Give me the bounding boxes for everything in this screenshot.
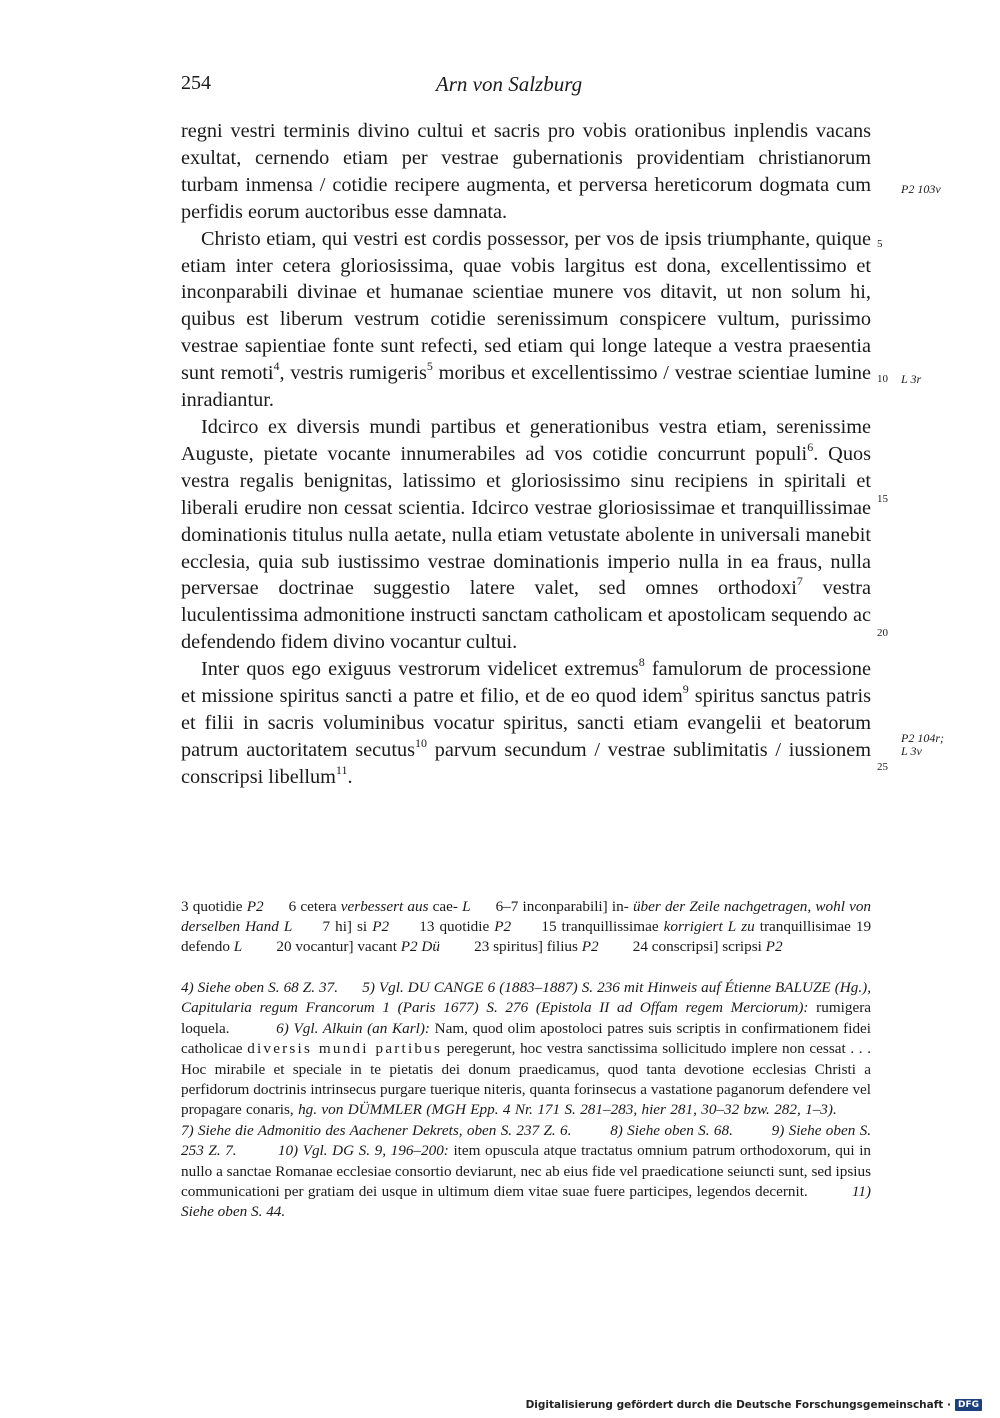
line-number-15: 15 (877, 493, 888, 505)
note-5: 5) Vgl. DU CANGE 6 (1883–1887) S. 236 mit Hinweis auf Étienne BALUZE (Hg.), Capitularia regum Francorum 1 (Paris 1677) S. 276 (Epistola II ad Offam regem Merciorum): (181, 979, 872, 1017)
footnote-ref-5[interactable]: 5 (426, 359, 433, 374)
footnote-ref-11[interactable]: 11 (335, 762, 348, 777)
paragraph-3: Idcirco ex diversis mundi partibus et generationibus vestra etiam, serenissime Auguste, pietate vocante innumerabiles ad vos cotidie concurrunt populi$^6$. Quos vestra regalis benignitas, latissimo et gloriosissimo sinu recipiens in spiritali et liberali erudire non cessat scientia. Idcirco vestrae gloriosissimae et tranquillissimae dominationis titulus nulla aetate, nulla etiam vetustate abolente in universali manebit ecclesia, quia sub iustissimo vestrae dominationis imperio nulla in ea fraus, nulla perversae doctrinae suggestio latere valet, sed omnes orthodoxi$^7$ vestra luculentissima admonitione instructi sanctam catholicam et apostolicam sequendo ac defendendo fidem divino vocantur cultui. (181, 415, 871, 654)
line-number-25: 25 (877, 761, 888, 773)
note-7: 7) Siehe die Admonitio des Aachener Dekrets, oben S. 237 Z. 6. (181, 1121, 572, 1139)
footnote-ref-4[interactable]: 4 (273, 359, 280, 374)
running-title: Arn von Salzburg (435, 72, 583, 96)
paragraph-4: Inter quos ego exiguus vestrorum videlicet extremus$^8$ famulorum de processione et missione spiritus sancti a patre et filio, et de eo quod idem$^9$ spiritus sanctus patris et filii in sacris voluminibus vocatur spiritus, sancti etiam evangelii et beatorum patrum auctoritatem secutus$^{10}$ parvum secundum / vestrae sublimitatis / iussionem conscripsi libellum$^{11}$. (181, 655, 871, 788)
footnotes: 4) Siehe oben S. 68 Z. 37. 5) Vgl. DU CANGE 6 (1883–1887) S. 236 mit Hinweis auf Étienne BALUZE (Hg.), Capitularia regum Francorum 1 (Paris 1677) S. 276 (Epistola II ad Offam regem Merciorum): rumigera loquela. 6) Vgl. Alkuin (an Karl): Nam, quod olim apostoloci patres suis scriptis in confirmationem fidei catholicae diversis mundi partibus peregerunt, hoc vestra sanctissima sollicitudo implere non cessat . . . Hoc mirabile et speciale in te pietatis dei donum praedicamus, quod tanta devotione ecclesias Christi a perfidorum doctrinis intrinsecus purgare tuerique niteris, quanta forinsecus a vastatione paganorum defendere vel propagare conaris, hg. von DÜMMLER (MGH Epp. 4 Nr. 171 S. 281–283, hier 281, 30–32 bzw. 282, 1–3). 7) Siehe die Admonitio des Aachener Dekrets, oben S. 237 Z. 6. 8) Siehe oben S. 68. 9) Siehe oben S. 253 Z. 7. 10) Vgl. DG S. 9, 196–200: item opuscula atque tractatus omnium patrum orthodoxorum, qui in nullo a sanctae Romanae ecclesiae consortio deviarunt, nec ab eius fide vel praedicatione seiuncti sunt, sed ipsius communicationi per gratiam dei usque in ultimum diem vitae suae fuere participes, legendos decernit. 11) Siehe oben S. 44. (181, 979, 872, 1221)
footnote-ref-9[interactable]: 9 (682, 682, 689, 697)
footnote-ref-7[interactable]: 7 (796, 574, 803, 589)
margin-ref-p2-104r: P2 104r; (901, 731, 944, 745)
note-8: 8) Siehe oben S. 68. (610, 1121, 733, 1139)
margin-ref-l-3r: L 3r (901, 372, 922, 386)
main-text (181, 118, 871, 791)
dfg-footer (526, 1399, 982, 1411)
footer-text: Digitalisierung gefördert durch die Deutsche Forschungsgemeinschaft · (525, 1399, 951, 1411)
paragraph-1: regni vestri terminis divino cultui et sacris pro vobis orationibus inplendis vacans exultat, cernendo etiam per vestrae gubernationis providentiam christianorum turbam inmensa / cotidie recipere augmenta, et perversa hereticorum dogmata cum perfidis eorum auctoribus esse damnata. (181, 120, 871, 223)
margin-ref-l-3v: L 3v (901, 744, 922, 758)
footnote-ref-10[interactable]: 10 (415, 735, 427, 750)
critical-apparatus: 3 quotidie P2 6 cetera verbessert aus cae- L 6–7 inconparabili] in- über der Zeile nachgetragen, wohl von derselben Hand L 7 hi] si P2 13 quotidie P2 15 tranquillissimae korrigiert L zu tranquillisimae 19 defendo L 20 vocantur] vacant P2 Dü 23 spiritus] filius P2 24 conscripsi] scripsi P2 (181, 898, 872, 955)
note-10: 10) Vgl. DG S. 9, 196–200: (277, 1142, 449, 1160)
margin-ref-p2-103v: P2 103v (901, 182, 941, 196)
note-6: 6) Vgl. Alkuin (an Karl): (276, 1019, 430, 1037)
line-number-10: 10 (877, 373, 888, 385)
paragraph-2: Christo etiam, qui vestri est cordis possessor, per vos de ipsis triumphante, quique etiam inter cetera gloriosissima, quae vobis largitus est dona, excellentissimo et inconparabili divinae et humanae scientiae munere vos ditavit, ut non solum hi, quibus est liberum vestrum cotidie serenissimum conspicere vultum, purissimo vestrae sapientiae fonte sunt refecti, sed etiam qui longe lateque a vestra praesentia sunt remoti$^4$, vestris rumigeris$^5$ moribus et excellentissimo / vestrae scientiae lumine inradiantur. (181, 227, 872, 412)
note-9: 9) Siehe oben S. 253 Z. 7. (181, 1121, 872, 1160)
note-4: 4) Siehe oben S. 68 Z. 37. (181, 979, 339, 996)
footnote-ref-8[interactable]: 8 (638, 655, 645, 670)
page-number: 254 (181, 72, 211, 94)
line-number-5: 5 (877, 238, 883, 250)
note-11: 11) Siehe oben S. 44. (181, 1183, 871, 1221)
dfg-logo-icon: DFG (955, 1399, 982, 1411)
footnote-ref-6[interactable]: 6 (807, 439, 814, 454)
line-number-20: 20 (877, 627, 888, 639)
